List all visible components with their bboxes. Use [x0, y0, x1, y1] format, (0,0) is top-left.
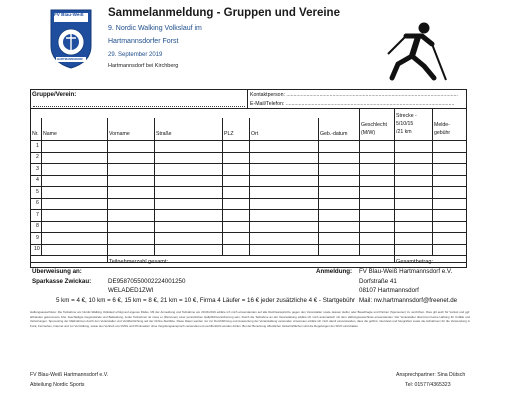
- table-cell[interactable]: [42, 176, 106, 186]
- event-place: Hartmannsdorf bei Kirchberg: [108, 63, 179, 69]
- table-cell[interactable]: [319, 245, 358, 255]
- table-cell[interactable]: [42, 210, 106, 220]
- table-cell[interactable]: [250, 245, 317, 255]
- table-cell[interactable]: [395, 153, 431, 163]
- col-vorname: Vorname: [109, 131, 130, 137]
- col-strecke: Strecke -: [396, 113, 417, 119]
- table-cell[interactable]: [360, 187, 393, 197]
- table-cell[interactable]: [250, 176, 317, 186]
- row-number: 4: [36, 177, 39, 183]
- table-cell[interactable]: [223, 187, 248, 197]
- table-cell[interactable]: [250, 153, 317, 163]
- row-number: 2: [36, 154, 39, 160]
- table-cell[interactable]: [42, 164, 106, 174]
- table-cell[interactable]: [395, 199, 431, 209]
- table-cell[interactable]: [250, 164, 317, 174]
- table-cell[interactable]: [250, 233, 317, 243]
- event-location: Hartmannsdorfer Forst: [108, 38, 179, 45]
- table-cell[interactable]: [433, 164, 466, 174]
- table-cell[interactable]: [360, 210, 393, 220]
- footer-department: Abteilung Nordic Sports: [30, 382, 85, 388]
- table-cell[interactable]: [108, 176, 153, 186]
- table-cell[interactable]: [433, 153, 466, 163]
- table-cell[interactable]: [155, 164, 221, 174]
- table-cell[interactable]: [395, 187, 431, 197]
- row-number: 9: [36, 234, 39, 241]
- table-cell[interactable]: [319, 210, 358, 220]
- footer-contact: Ansprechpartner: Sina Dütsch: [396, 372, 466, 378]
- col-strecke-sub1: 5/10/15: [396, 121, 414, 127]
- col-meldegebuehr-sub: gebühr: [434, 130, 451, 136]
- table-cell[interactable]: [155, 210, 221, 220]
- col-geschlecht-sub: (M/W): [361, 130, 376, 136]
- registration-org: FV Blau-Weiß Hartmannsdorf e.V.: [359, 268, 453, 275]
- table-cell[interactable]: [319, 164, 358, 174]
- table-cell[interactable]: [42, 222, 106, 232]
- table-cell[interactable]: [360, 233, 393, 243]
- payment-heading: Überweisung an:: [32, 268, 82, 275]
- table-cell[interactable]: [360, 153, 393, 163]
- table-cell[interactable]: [223, 245, 248, 255]
- table-cell[interactable]: [108, 199, 153, 209]
- table-cell[interactable]: [250, 187, 317, 197]
- table-cell[interactable]: [360, 164, 393, 174]
- table-cell[interactable]: [395, 210, 431, 220]
- nordic-walker-icon: [378, 20, 448, 84]
- table-cell[interactable]: [108, 233, 153, 243]
- table-cell[interactable]: [108, 222, 153, 232]
- footer-org: FV Blau-Weiß Hartmannsdorf e.V.: [30, 372, 109, 378]
- logo-text-bottom: HARTMANNSDORF: [57, 57, 83, 61]
- row-number: 1: [36, 142, 39, 149]
- col-strecke-sub2: /21 km: [396, 129, 412, 135]
- row-number: 6: [36, 200, 39, 206]
- table-cell[interactable]: [360, 222, 393, 232]
- table-cell[interactable]: [319, 233, 358, 243]
- table-cell[interactable]: [42, 153, 106, 163]
- table-cell[interactable]: [108, 153, 153, 163]
- table-cell[interactable]: [155, 187, 221, 197]
- table-cell[interactable]: [395, 245, 431, 255]
- footer-phone: Tel: 01577/4365323: [405, 382, 451, 388]
- table-cell[interactable]: [223, 210, 248, 220]
- table-cell[interactable]: [433, 245, 466, 255]
- table-cell[interactable]: [42, 245, 106, 255]
- table-column-line: [107, 255, 108, 262]
- email-label[interactable]: E-Mail/Telefon: .....................................................................................................................: [250, 101, 455, 107]
- row-number: 3: [36, 165, 39, 172]
- table-cell[interactable]: [433, 199, 466, 209]
- table-cell[interactable]: [223, 222, 248, 232]
- table-cell[interactable]: [395, 222, 431, 232]
- table-cell[interactable]: [360, 141, 393, 151]
- table-cell[interactable]: [319, 187, 358, 197]
- contact-label[interactable]: Kontaktperson: .......................................................................................................................: [250, 92, 458, 98]
- table-cell[interactable]: [360, 199, 393, 209]
- col-ort: Ort: [251, 131, 259, 137]
- registration-city: 08107 Hartmannsdorf: [359, 287, 419, 294]
- table-cell[interactable]: [108, 164, 153, 174]
- bank-name: Sparkasse Zwickau:: [32, 278, 92, 285]
- table-cell[interactable]: [155, 141, 221, 151]
- iban: DE95870550002224001250: [108, 278, 186, 285]
- table-cell[interactable]: [155, 233, 221, 243]
- table-cell[interactable]: [433, 210, 466, 220]
- page-title: Sammelanmeldung - Gruppen und Vereine: [108, 7, 340, 19]
- table-cell[interactable]: [319, 141, 358, 151]
- table-cell[interactable]: [42, 233, 106, 243]
- group-input-line[interactable]: [33, 106, 245, 107]
- table-cell[interactable]: [319, 199, 358, 209]
- teilnehmer-label: Teilnehmerzahl gesamt:: [109, 259, 169, 265]
- table-cell[interactable]: [223, 153, 248, 163]
- table-cell[interactable]: [319, 222, 358, 232]
- table-cell[interactable]: [319, 153, 358, 163]
- table-cell[interactable]: [223, 233, 248, 243]
- table-cell[interactable]: [250, 141, 317, 151]
- table-cell[interactable]: [42, 199, 106, 209]
- table-cell[interactable]: [223, 176, 248, 186]
- registration-heading: Anmeldung:: [316, 268, 353, 275]
- logo-text-top: FV Blau-Weiß: [54, 12, 84, 17]
- divider: [247, 89, 248, 108]
- group-label: Gruppe/Verein:: [32, 91, 77, 98]
- col-geschlecht: Geschlecht: [361, 122, 387, 128]
- event-name: 9. Nordic Walking Volkslauf im: [108, 25, 202, 32]
- table-cell[interactable]: [108, 141, 153, 151]
- table-cell[interactable]: [433, 233, 466, 243]
- col-nr: Nr.: [32, 131, 39, 137]
- table-cell[interactable]: [42, 187, 106, 197]
- table-cell[interactable]: [395, 141, 431, 151]
- row-number: 8: [36, 223, 39, 229]
- table-cell[interactable]: [223, 164, 248, 174]
- table-cell[interactable]: [395, 176, 431, 186]
- table-cell[interactable]: [108, 187, 153, 197]
- row-number: 10: [34, 246, 40, 252]
- table-cell[interactable]: [433, 176, 466, 186]
- table-cell[interactable]: [155, 245, 221, 255]
- table-column-line: [394, 255, 395, 262]
- table-row-line: [30, 255, 467, 256]
- col-strasse: Straße: [156, 131, 172, 137]
- row-number: 7: [36, 211, 39, 218]
- price-list: 5 km = 4 €, 10 km = 6 €, 15 km = 8 €, 21 km = 10 €, Firma 4 Läufer = 16 € jeder zusätzliche 4 € - Startgebühr: [56, 297, 356, 304]
- event-date: 29. September 2019: [108, 52, 163, 58]
- registration-street: Dorfstraße 41: [359, 278, 397, 285]
- table-cell[interactable]: [395, 233, 431, 243]
- table-cell[interactable]: [223, 141, 248, 151]
- table-cell[interactable]: [395, 164, 431, 174]
- table-cell[interactable]: [155, 199, 221, 209]
- row-number: 5: [36, 188, 39, 195]
- table-cell[interactable]: [223, 199, 248, 209]
- table-cell[interactable]: [250, 199, 317, 209]
- table-cell[interactable]: [360, 245, 393, 255]
- table-cell[interactable]: [155, 153, 221, 163]
- table-cell[interactable]: [433, 187, 466, 197]
- table-cell[interactable]: [108, 210, 153, 220]
- table-cell[interactable]: [155, 176, 221, 186]
- table-cell[interactable]: [250, 210, 317, 220]
- bic: WELADED1ZWI: [108, 287, 154, 294]
- table-cell[interactable]: [360, 176, 393, 186]
- col-meldegebuehr: Melde-: [434, 122, 450, 128]
- table-cell[interactable]: [108, 245, 153, 255]
- col-geburtsdatum: Geb.-datum: [320, 131, 348, 137]
- table-cell[interactable]: [42, 141, 106, 151]
- table-cell[interactable]: [433, 222, 466, 232]
- col-plz: PLZ: [224, 131, 234, 137]
- divider: [30, 108, 467, 109]
- liability-disclaimer: Haftungsausschluss: Die Teilnahme am Nordic-Walking Volkslauf erfolgt auf eigenes Risiko. Mit der Anmeldung und Teilnahme am 29.09.2019 erkläre ich mich einverstanden auf alle Rechtsansprüche gegen den Veranstalter sowie dessen Helfer oder Beauftragte und Partner (Sponsoren) zu verzichten. Dies gilt auch für Verlust und ggf. abhanden gekommene bzw. beschädigte Gegenstände und Bekleidung. Jeder Teilnehmer ist muss er (Personen) einer persönlichen Haftpflichtversicherung sein. Durch die Teilnahme an der Veranstaltung erkläre ich mich automatisch mit dem Haftungsausschluss einverstanden. Der Veranstalter übernimmt keine Haftung für Unfälle und Verletzungen. Sponsoring der Maßnahmen durch den Veranstalter und Veröffentlichung auf der Online-Startliste. Diese Daten werden nur zur Durchführung und Auswertung der Veranstaltung verwendet. Ansonsten erkläre ich mich damit einverstanden, dass die gefilmt, interviewt und fotografiert sowie die Aufnahmen für die Verwendung in Funk, Fernsehen, Internet und zur Vermittlung, sowie den Vertrieb von DVDs und Printmedien ohne Vergütungsanspruch verwendet und veröffentlicht werden dürfen. Bei der Benutzung öffentlicher Verkehrsflächen sind die Regelungen der StVO einzuhalten.: [30, 310, 470, 328]
- table-cell[interactable]: [250, 222, 317, 232]
- registration-mail[interactable]: Mail: nw.hartmannsdorf@freenet.de: [359, 297, 458, 304]
- table-cell[interactable]: [155, 222, 221, 232]
- table-cell[interactable]: [319, 176, 358, 186]
- col-name: Name: [43, 131, 57, 137]
- table-cell[interactable]: [433, 141, 466, 151]
- gesamt-label: Gesamtbetrag:: [396, 259, 433, 265]
